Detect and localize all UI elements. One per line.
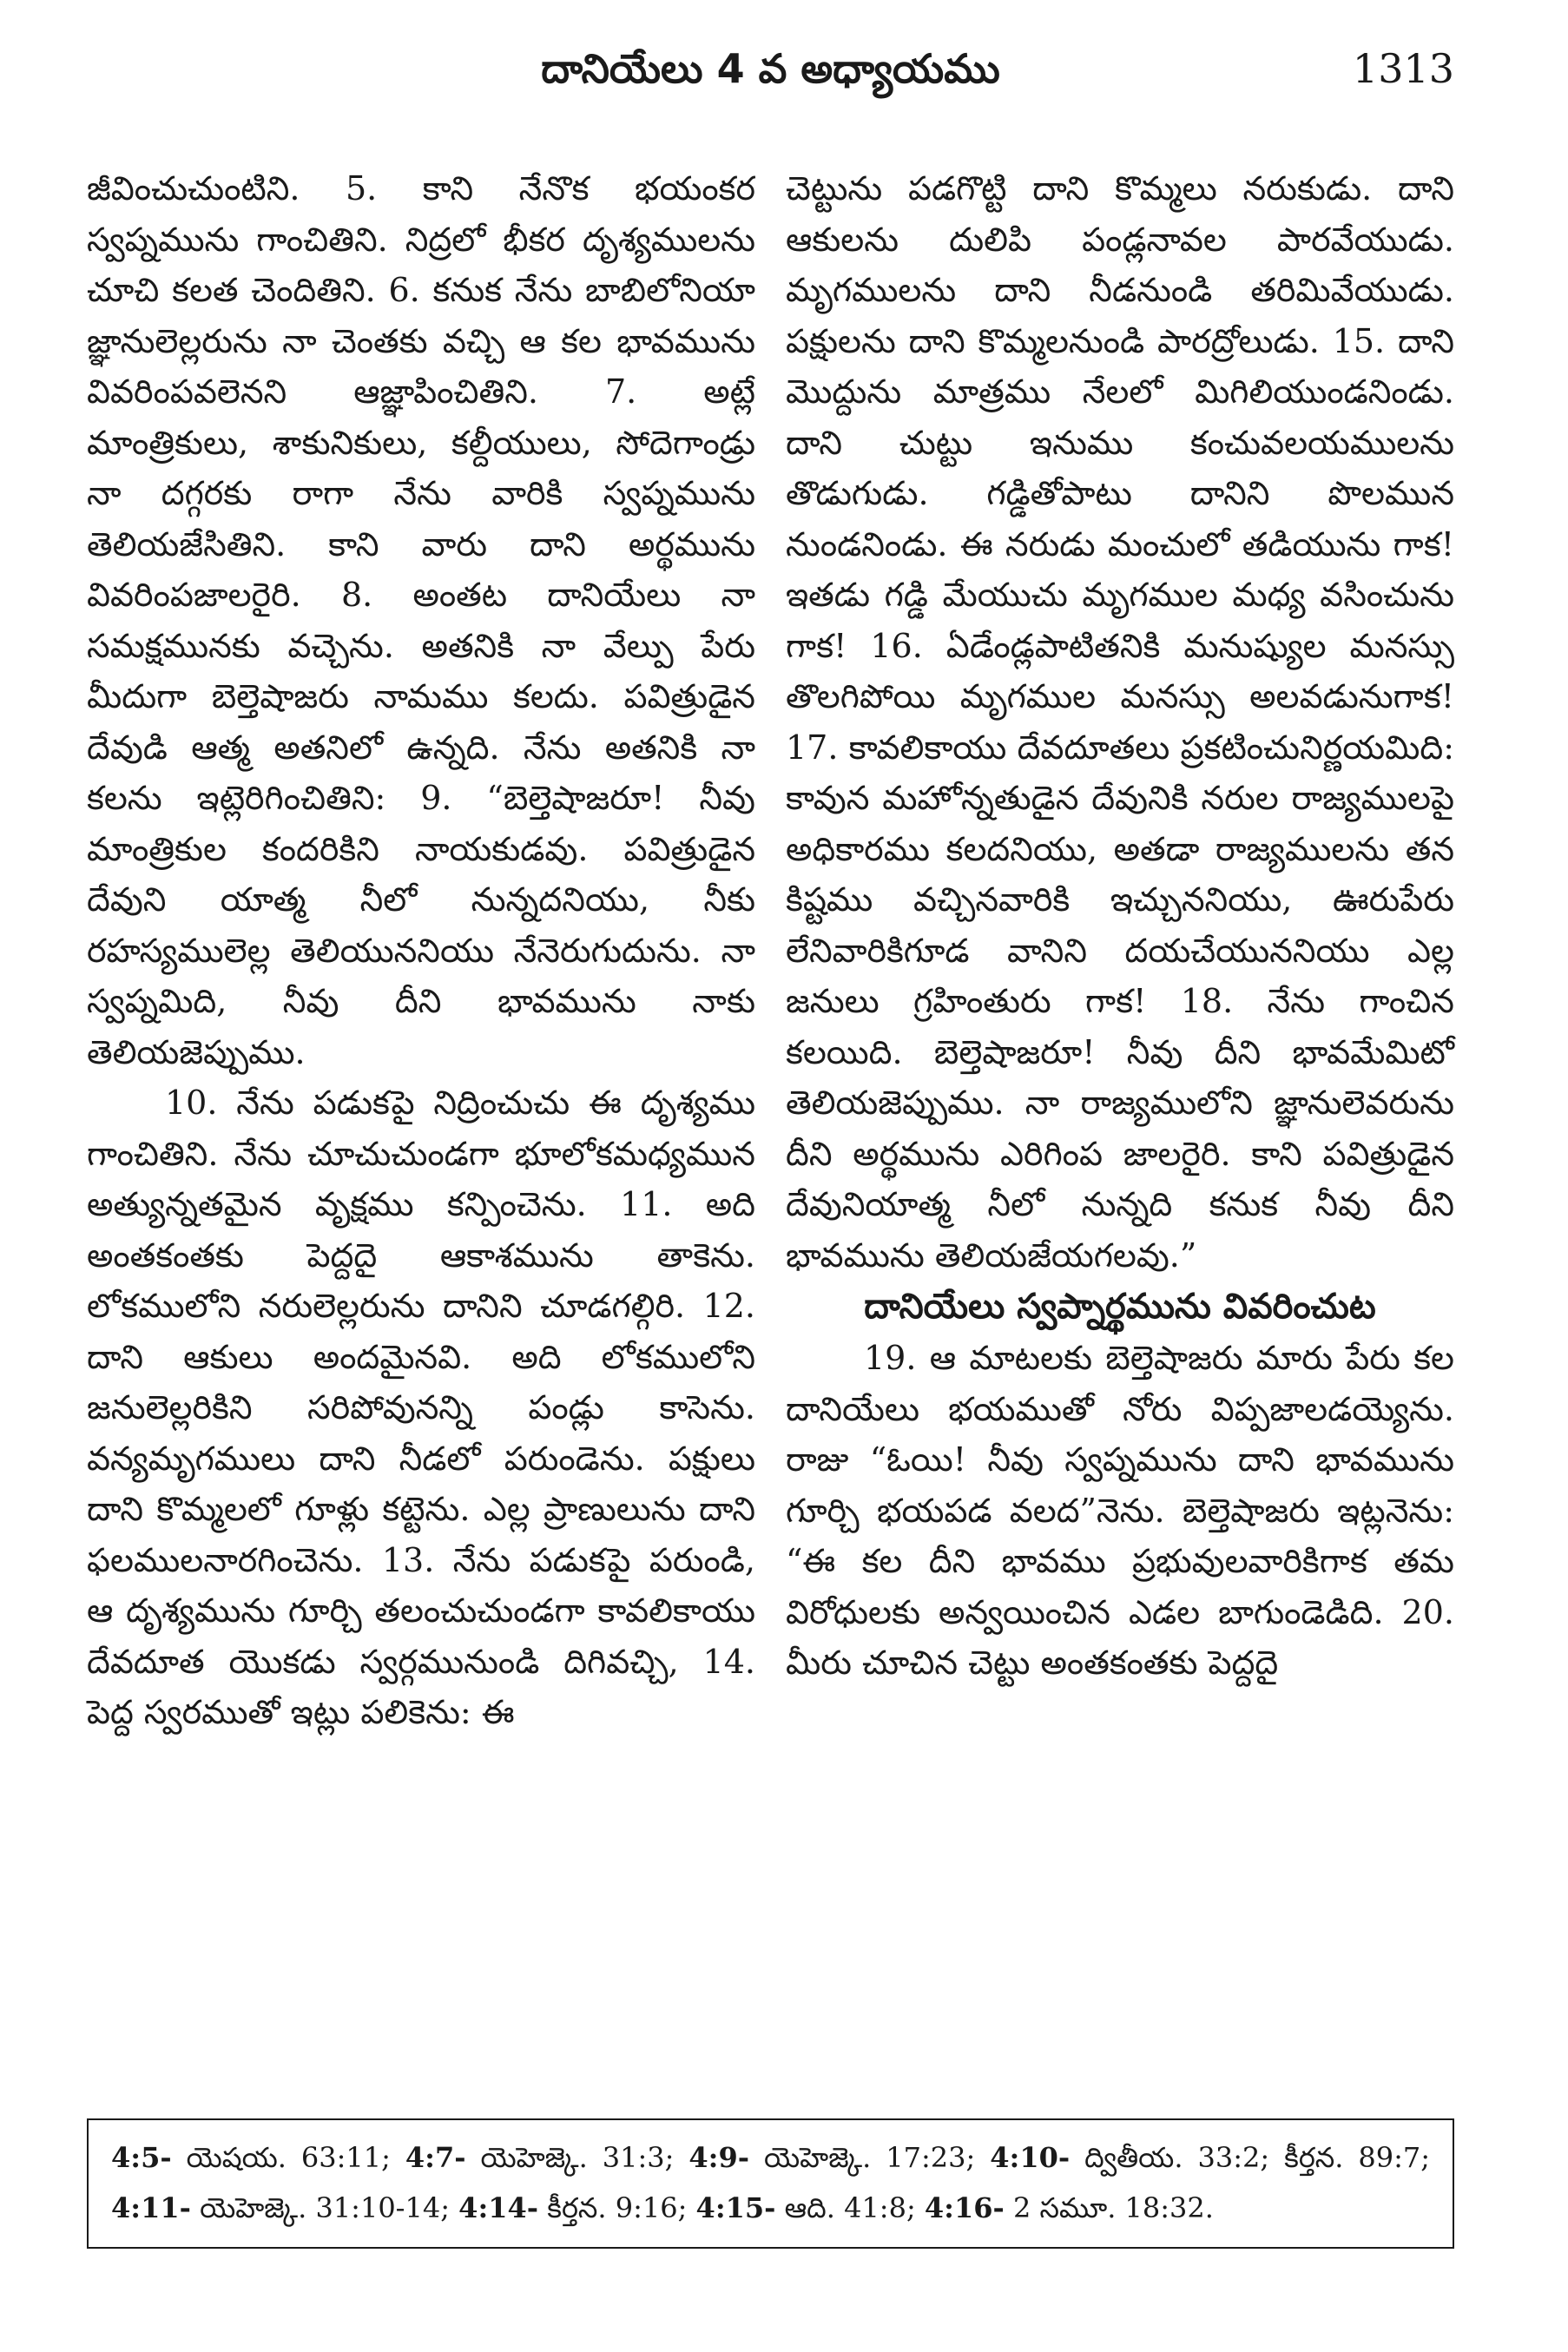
reference-verse: 4:15- (695, 2191, 776, 2224)
reference-text: యెషయ. 63:11; (186, 2141, 391, 2174)
cross-reference (111, 2141, 391, 2174)
paragraph: జీవించుచుంటిని. 5. కాని నేనొక భయంకర స్వప్నమును గాంచితిని. నిద్రలో భీకర దృశ్యములను చూచి కలత చెందితిని. 6. కనుక నేను బాబిలోనియా జ్ఞానులెల్లరును నా చెంతకు వచ్చి ఆ కల భావమును వివరింపవలెనని ఆజ్ఞాపించితిని. 7. అట్లే మాంత్రికులు, శాకునికులు, కల్దీయులు, సోదెగాండ్రు నా దగ్గరకు రాగా నేను వారికి స్వప్నమును తెలియజేసితిని. కాని వారు దాని అర్థమును వివరింపజాలరైరి. 8. అంతట దానియేలు నా సమక్షమునకు వచ్చెను. అతనికి నా వేల్పు పేరు మీదుగా బెల్తెషాజరు నామము కలదు. పవిత్రుడైన దేవుడి ఆత్మ అతనిలో ఉన్నది. నేను అతనికి నా కలను ఇట్లెరిగించితిని: 9. “బెల్తెషాజరూ! నీవు మాంత్రికుల కందరికిని నాయకుడవు. పవిత్రుడైన దేవుని యాత్మ నీలో నున్నదనియు, నీకు రహస్యములెల్ల తెలియుననియు నేనెరుగుదును. నా స్వప్నమిది, నీవు దీని భావమును నాకు తెలియజెప్పుము. (87, 169, 755, 1071)
reference-verse: 4:14- (458, 2191, 539, 2224)
page-number: 1313 (1352, 45, 1454, 92)
running-header (87, 45, 1454, 115)
chapter-title: దానియేలు 4 వ అధ్యాయము (541, 45, 1000, 92)
paragraph: 19. ఆ మాటలకు బెల్తెషాజరు మారు పేరు కల దానియేలు భయముతో నోరు విప్పజాలడయ్యెను. రాజు “ఓయి! నీవు స్వప్నమును దాని భావమును గూర్చి భయపడ వలద”నెను. బెల్తెషాజరు ఇట్లనెను: “ఈ కల దీని భావము ప్రభువులవారికిగాక తమ విరోధులకు అన్వయించిన ఎడల బాగుండెడిది. 20. మీరు చూచిన చెట్టు అంతకంతకు పెద్దదై (786, 1339, 1454, 1682)
cross-reference (405, 2141, 674, 2174)
reference-text: ఆది. 41:8; (784, 2191, 916, 2224)
reference-text: 2 సమూ. 18:32. (1012, 2191, 1214, 2224)
cross-reference (990, 2141, 1430, 2174)
reference-text: ద్వితీయ. 33:2; కీర్తన. 89:7; (1084, 2141, 1431, 2174)
reference-text: యెహెజ్కె. 31:3; (480, 2141, 675, 2174)
cross-reference (458, 2191, 687, 2224)
reference-verse: 4:16- (924, 2191, 1005, 2224)
reference-text: కీర్తన. 9:16; (547, 2191, 688, 2224)
right-column (786, 163, 1454, 1689)
cross-reference-box (87, 2118, 1454, 2249)
cross-reference (688, 2141, 975, 2174)
reference-verse: 4:10- (990, 2141, 1071, 2174)
reference-text: యెహెజ్కె. 17:23; (764, 2141, 976, 2174)
cross-reference (111, 2191, 450, 2224)
cross-reference (925, 2191, 1214, 2224)
reference-verse: 4:7- (405, 2141, 466, 2174)
reference-verse: 4:9- (688, 2141, 750, 2174)
left-column (87, 163, 755, 1738)
cross-reference (696, 2191, 916, 2224)
paragraph: చెట్టును పడగొట్టి దాని కొమ్మలు నరుకుడు. దాని ఆకులను దులిపి పండ్లనావల పారవేయుడు. మృగములను దాని నీడనుండి తరిమివేయుడు. పక్షులను దాని కొమ్మలనుండి పారద్రోలుడు. 15. దాని మొద్దును మాత్రము నేలలో మిగిలియుండనిండు. దాని చుట్టు ఇనుము కంచువలయములను తొడుగుడు. గడ్డితోపాటు దానిని పొలమున నుండనిండు. ఈ నరుడు మంచులో తడియును గాక! ఇతడు గడ్డి మేయుచు మృగముల మధ్య వసించును గాక! 16. ఏడేండ్లపాటితనికి మనుష్యుల మనస్సు తొలగిపోయి మృగముల మనస్సు అలవడునుగాక! 17. కావలికాయు దేవదూతలు ప్రకటించునిర్ణయమిది: కావున మహోన్నతుడైన దేవునికి నరుల రాజ్యములపై అధికారము కలదనియు, అతడా రాజ్యములను తన కిష్టము వచ్చినవారికి ఇచ్చుననియు, ఊరుపేరు లేనివారికిగూడ వానిని దయచేయుననియు ఎల్ల జనులు గ్రహింతురు గాక! 18. నేను గాంచిన కలయిది. బెల్తెషాజరూ! నీవు దీని భావమేమిటో తెలియజెప్పుము. నా రాజ్యములోని జ్ఞానులెవరును దీని అర్థమును ఎరిగింప జాలరైరి. కాని పవిత్రుడైన దేవునియాత్మ నీలో నున్నది కనుక నీవు దీని భావమును తెలియజేయగలవు.” (786, 169, 1454, 1275)
reference-text: యెహెజ్కె. 31:10-14; (200, 2191, 450, 2224)
paragraph: 10. నేను పడుకపై నిద్రించుచు ఈ దృశ్యము గాంచితిని. నేను చూచుచుండగా భూలోకమధ్యమున అత్యున్నతమైన వృక్షము కన్పించెను. 11. అది అంతకంతకు పెద్దదై ఆకాశమును తాకెను. లోకములోని నరులెల్లరును దానిని చూడగల్గిరి. 12. దాని ఆకులు అందమైనవి. అది లోకములోని జనులెల్లరికిని సరిపోవునన్ని పండ్లు కాసెను. వన్యమృగములు దాని నీడలో పరుండెను. పక్షులు దాని కొమ్మలలో గూళ్లు కట్టెను. ఎల్ల ప్రాణులును దాని ఫలములనారగించెను. 13. నేను పడుకపై పరుండి, ఆ దృశ్యమును గూర్చి తలంచుచుండగా కావలికాయు దేవదూత యొకడు స్వర్గమునుండి దిగివచ్చి, 14. పెద్ద స్వరముతో ఇట్లు పలికెను: ఈ (87, 1084, 755, 1731)
reference-verse: 4:11- (111, 2191, 191, 2224)
section-heading: దానియేలు స్వప్నార్థమును వివరించుట (864, 1287, 1376, 1327)
reference-verse: 4:5- (111, 2141, 172, 2174)
